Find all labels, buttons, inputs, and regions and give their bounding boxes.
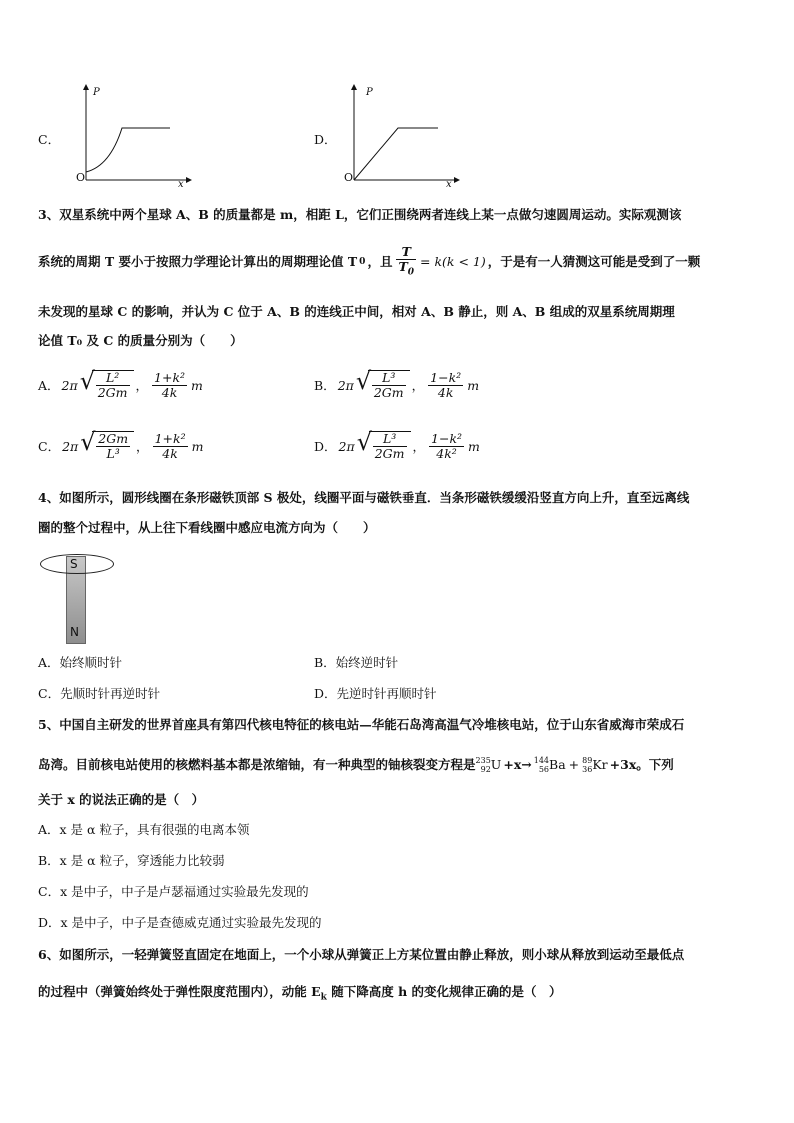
magnet-figure xyxy=(38,552,118,644)
q3-option-c-f-num: 1+k² xyxy=(154,430,186,446)
graph-c-curve xyxy=(86,128,170,172)
q3-option-d-f-num: 1−k² xyxy=(431,430,463,446)
q3-option-d-pre: 2π xyxy=(338,438,355,454)
pole-n-label: N xyxy=(70,625,79,639)
graph-c-y-arrow xyxy=(83,84,89,90)
pole-s-label: S xyxy=(70,557,78,571)
graph-d-origin: O xyxy=(344,171,354,184)
q3-option-c-sq-num: √ 2Gm xyxy=(98,431,129,446)
q3-option-c-sep: ， xyxy=(136,439,149,454)
q3-option-c-sq-den: L³ xyxy=(106,446,120,461)
q3-option-d-f-den: 4k² xyxy=(436,445,457,461)
q3-option-a-f-den: 4k xyxy=(161,384,178,400)
q4-line-2: 圈的整个过程中，从上往下看线圈中感应电流方向为（ ） xyxy=(38,520,376,535)
q3-ratio-eq: = k(k < 1) xyxy=(420,254,486,270)
q4-line-1: 4、如图所示，圆形线圈在条形磁铁顶部 S 极处，线圈平面与磁铁垂直．当条形磁铁缓缓沿竖直方向上升，直至远离线 xyxy=(38,490,690,505)
q3-option-d-sq-den: 2Gm xyxy=(374,446,405,461)
q3-ratio-fraction xyxy=(396,245,416,280)
q3-option-b-f-num: 1−k² xyxy=(430,369,462,385)
q3-line-3: 未发现的星球 C 的影响，并认为 C 位于 A、B 的连线正中间，相对 A、B 静止，则 A、B 组成的双星系统周期理 xyxy=(38,304,675,319)
q4-option-b: B．始终逆时针 xyxy=(314,655,399,670)
u-mass: 235 xyxy=(475,756,491,765)
q3-line-2b: ，且 xyxy=(367,254,393,270)
graph-d-curve xyxy=(354,128,438,180)
q4-option-d: D．先逆时针再顺时针 xyxy=(314,686,437,701)
graph-d-x-arrow xyxy=(454,177,460,183)
q5-option-d: D．x 是中子，中子是查德威克通过实验最先发现的 xyxy=(38,915,322,930)
q3-line-2a: 系统的周期 T 要小于按照力学理论计算出的周期理论值 T xyxy=(38,254,358,270)
q3-option-c-pre: 2π xyxy=(62,438,79,454)
q3-option-a-sq-den: 2Gm xyxy=(97,385,128,400)
q3-line-4: 论值 T₀ 及 C 的质量分别为（ ） xyxy=(38,333,243,348)
q4-option-c: C．先顺时针再逆时针 xyxy=(38,686,161,701)
graph-c-origin: O xyxy=(76,171,86,184)
q3-option-b-tail: m xyxy=(467,377,480,393)
q3-option-c xyxy=(38,431,203,461)
q3-ratio-den-t: T xyxy=(398,259,408,274)
ba-symbol: Ba xyxy=(549,757,566,772)
q3-option-b-sq-num: √ L³ xyxy=(372,371,406,386)
ba-mass: 144 xyxy=(533,756,550,765)
graph-d-y-arrow xyxy=(351,84,357,90)
q5-line-1: 5、中国自主研发的世界首座具有第四代核电特征的核电站—华能石岛湾高温气冷堆核电站，位于山东省威海市荣成石 xyxy=(38,717,685,732)
q3-option-c-f-den: 4k xyxy=(162,445,178,461)
kr-z: 36 xyxy=(582,765,593,774)
q5-line-3: 关于 x 的说法正确的是（ ） xyxy=(38,792,205,807)
q3-option-b-sep: ， xyxy=(411,378,425,393)
q3-line-2c: ，于是有一人猜测这可能是受到了一颗 xyxy=(487,254,701,270)
q3-option-d-tail: m xyxy=(468,438,480,454)
q3-ratio-den-sub: 0 xyxy=(407,267,415,278)
q6-line-2b: 随下降高度 h 的变化规律正确的是（ ） xyxy=(326,984,562,999)
q3-option-b-sq-den: 2Gm xyxy=(373,385,404,400)
q3-option-b-sqrt xyxy=(356,370,410,400)
kr-nuclide-numbers xyxy=(582,756,592,774)
q3-option-d-sqrt xyxy=(357,431,411,461)
u-nuclide-numbers xyxy=(476,756,491,774)
q3-option-b-label: B． xyxy=(314,378,336,393)
ba-z: 56 xyxy=(538,765,550,774)
q5-line-2a: 岛湾。目前核电站使用的核燃料基本都是浓缩铀，有一种典型的铀核裂变方程是 xyxy=(38,757,476,772)
u-symbol: U xyxy=(490,757,502,772)
q3-option-c-tail: m xyxy=(191,438,204,454)
q6-line-2a: 的过程中（弹簧始终处于弹性限度范围内），动能 E xyxy=(38,984,321,999)
q5-line-2-tail: +3x。下列 xyxy=(609,757,674,772)
graph-c-p-label: P xyxy=(93,87,100,98)
graph-c xyxy=(70,84,190,192)
q5-option-c: C．x 是中子，中子是卢瑟福通过实验最先发现的 xyxy=(38,884,309,899)
q3-option-c-label: C． xyxy=(38,439,61,454)
q3-option-a xyxy=(38,370,203,400)
q3-option-a-pre: 2π xyxy=(61,377,78,393)
plus-x-arrow: +x→ xyxy=(503,757,532,772)
q3-option-a-sqrt xyxy=(80,370,134,400)
q3-option-a-sep: ， xyxy=(135,378,149,393)
q3-option-c-sqrt xyxy=(80,431,134,461)
q3-option-a-f-num: 1+k² xyxy=(154,369,186,385)
q3-ratio-num: T xyxy=(396,245,416,260)
fission-equation xyxy=(476,756,608,774)
u-z: 92 xyxy=(480,765,491,774)
kr-mass: 89 xyxy=(582,756,593,765)
q3-ratio-den xyxy=(396,260,416,280)
kr-symbol: Kr xyxy=(592,757,608,772)
q3-option-d-label: D． xyxy=(314,439,337,454)
q3-option-b xyxy=(314,370,479,400)
plus-sign: + xyxy=(568,757,580,772)
graph-d-x-label: x xyxy=(446,179,452,190)
q3-option-d-sep: ， xyxy=(412,439,426,454)
q3-option-d-sq-num: √ L³ xyxy=(373,432,407,447)
q5-line-2 xyxy=(38,756,674,774)
q6-line-2 xyxy=(38,984,562,1006)
q3-option-a-sq-num: √ L² xyxy=(96,371,130,386)
ba-nuclide-numbers xyxy=(534,756,549,774)
graph-d-p-label: P xyxy=(366,87,373,98)
q5-option-b: B．x 是 α 粒子，穿透能力比较弱 xyxy=(38,853,225,868)
q3-option-a-label: A． xyxy=(38,378,60,393)
q3-option-b-pre: 2π xyxy=(337,377,354,393)
q3-t0-sub: 0 xyxy=(359,257,366,268)
graph-d xyxy=(338,84,458,192)
graph-c-x-label: x xyxy=(178,179,184,190)
graph-c-x-arrow xyxy=(186,177,192,183)
q2-option-d-label: D． xyxy=(314,132,337,147)
q3-option-d xyxy=(314,431,480,461)
q3-line-1: 3、双星系统中两个星球 A、B 的质量都是 m，相距 L，它们正围绕两者连线上某一点做匀速圆周运动。实际观测该 xyxy=(38,207,682,222)
q6-line-1: 6、如图所示，一轻弹簧竖直固定在地面上，一个小球从弹簧正上方某位置由静止释放，则小球从释放到运动至最低点 xyxy=(38,947,685,962)
q2-option-c-label: C． xyxy=(38,132,61,147)
q3-option-b-f-den: 4k xyxy=(437,384,454,400)
q6-ek-sub: k xyxy=(320,992,327,1003)
q3-option-a-tail: m xyxy=(191,377,203,393)
q5-option-a: A．x 是 α 粒子，具有很强的电离本领 xyxy=(38,822,250,837)
q4-option-a: A．始终顺时针 xyxy=(38,655,123,670)
q3-line-2 xyxy=(38,245,700,280)
